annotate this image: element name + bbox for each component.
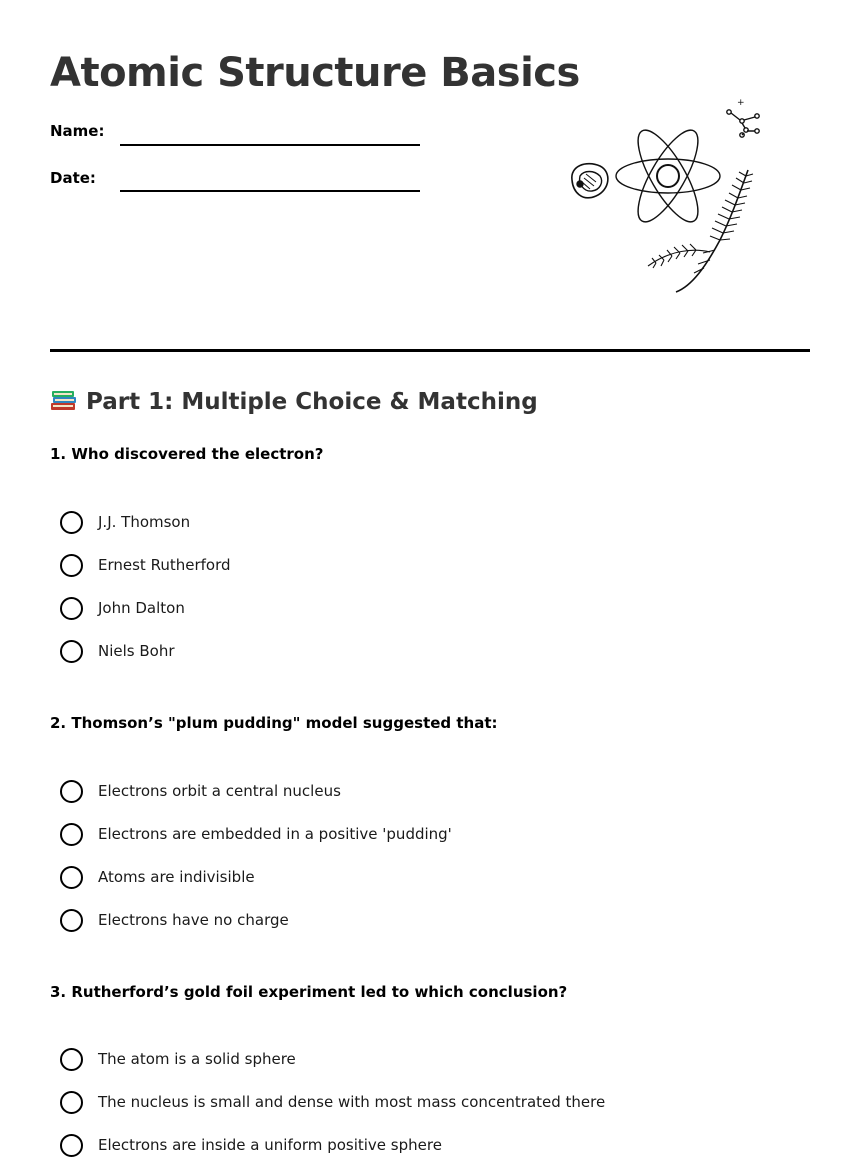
atom-fern-illustration <box>560 90 780 300</box>
option-label: Electrons are inside a uniform positive sphere <box>98 1136 442 1154</box>
question-3-option-3[interactable] <box>60 1133 442 1157</box>
option-label: Electrons orbit a central nucleus <box>98 782 341 800</box>
radio-button[interactable] <box>60 866 83 889</box>
radio-button[interactable] <box>60 823 83 846</box>
svg-text:+: + <box>737 98 745 108</box>
seed-icon <box>572 164 608 198</box>
question-3-option-1[interactable] <box>60 1047 296 1071</box>
date-label: Date: <box>50 169 96 187</box>
name-label: Name: <box>50 122 105 140</box>
part1-title <box>50 388 538 415</box>
option-label: Electrons have no charge <box>98 911 289 929</box>
radio-button[interactable] <box>60 1091 83 1114</box>
radio-button[interactable] <box>60 640 83 663</box>
radio-button[interactable] <box>60 1134 83 1157</box>
question-2-option-3[interactable] <box>60 865 255 889</box>
option-label: Ernest Rutherford <box>98 556 231 574</box>
option-label: Niels Bohr <box>98 642 175 660</box>
question-3-option-2[interactable] <box>60 1090 605 1114</box>
radio-button[interactable] <box>60 511 83 534</box>
option-label: The atom is a solid sphere <box>98 1050 296 1068</box>
question-2-option-4[interactable] <box>60 908 289 932</box>
header-divider <box>50 349 810 352</box>
page-title: Atomic Structure Basics <box>50 50 580 96</box>
question-3: 3. Rutherford’s gold foil experiment led to which conclusion? <box>50 983 568 1001</box>
question-2-option-1[interactable] <box>60 779 341 803</box>
name-field-line[interactable] <box>120 144 420 146</box>
radio-button[interactable] <box>60 1048 83 1071</box>
question-1-option-1[interactable] <box>60 510 190 534</box>
radio-button[interactable] <box>60 909 83 932</box>
option-label: The nucleus is small and dense with most mass concentrated there <box>98 1093 606 1111</box>
question-1: 1. Who discovered the electron? <box>50 445 324 463</box>
question-2-option-2[interactable] <box>60 822 452 846</box>
radio-button[interactable] <box>60 780 83 803</box>
option-label: Electrons are embedded in a positive 'pudding' <box>98 825 452 843</box>
radio-button[interactable] <box>60 597 83 620</box>
question-1-option-3[interactable] <box>60 596 185 620</box>
books-icon <box>50 388 78 412</box>
radio-button[interactable] <box>60 554 83 577</box>
atom-icon <box>616 122 720 229</box>
question-1-option-2[interactable] <box>60 553 231 577</box>
fern-icon <box>648 170 753 292</box>
date-field-line[interactable] <box>120 190 420 192</box>
molecule-icon <box>727 98 759 137</box>
option-label: J.J. Thomson <box>98 513 191 531</box>
part1-title-text: Part 1: Multiple Choice & Matching <box>86 389 538 415</box>
question-1-option-4[interactable] <box>60 639 175 663</box>
question-2: 2. Thomson’s "plum pudding" model suggested that: <box>50 714 498 732</box>
option-label: John Dalton <box>98 599 185 617</box>
option-label: Atoms are indivisible <box>98 868 255 886</box>
